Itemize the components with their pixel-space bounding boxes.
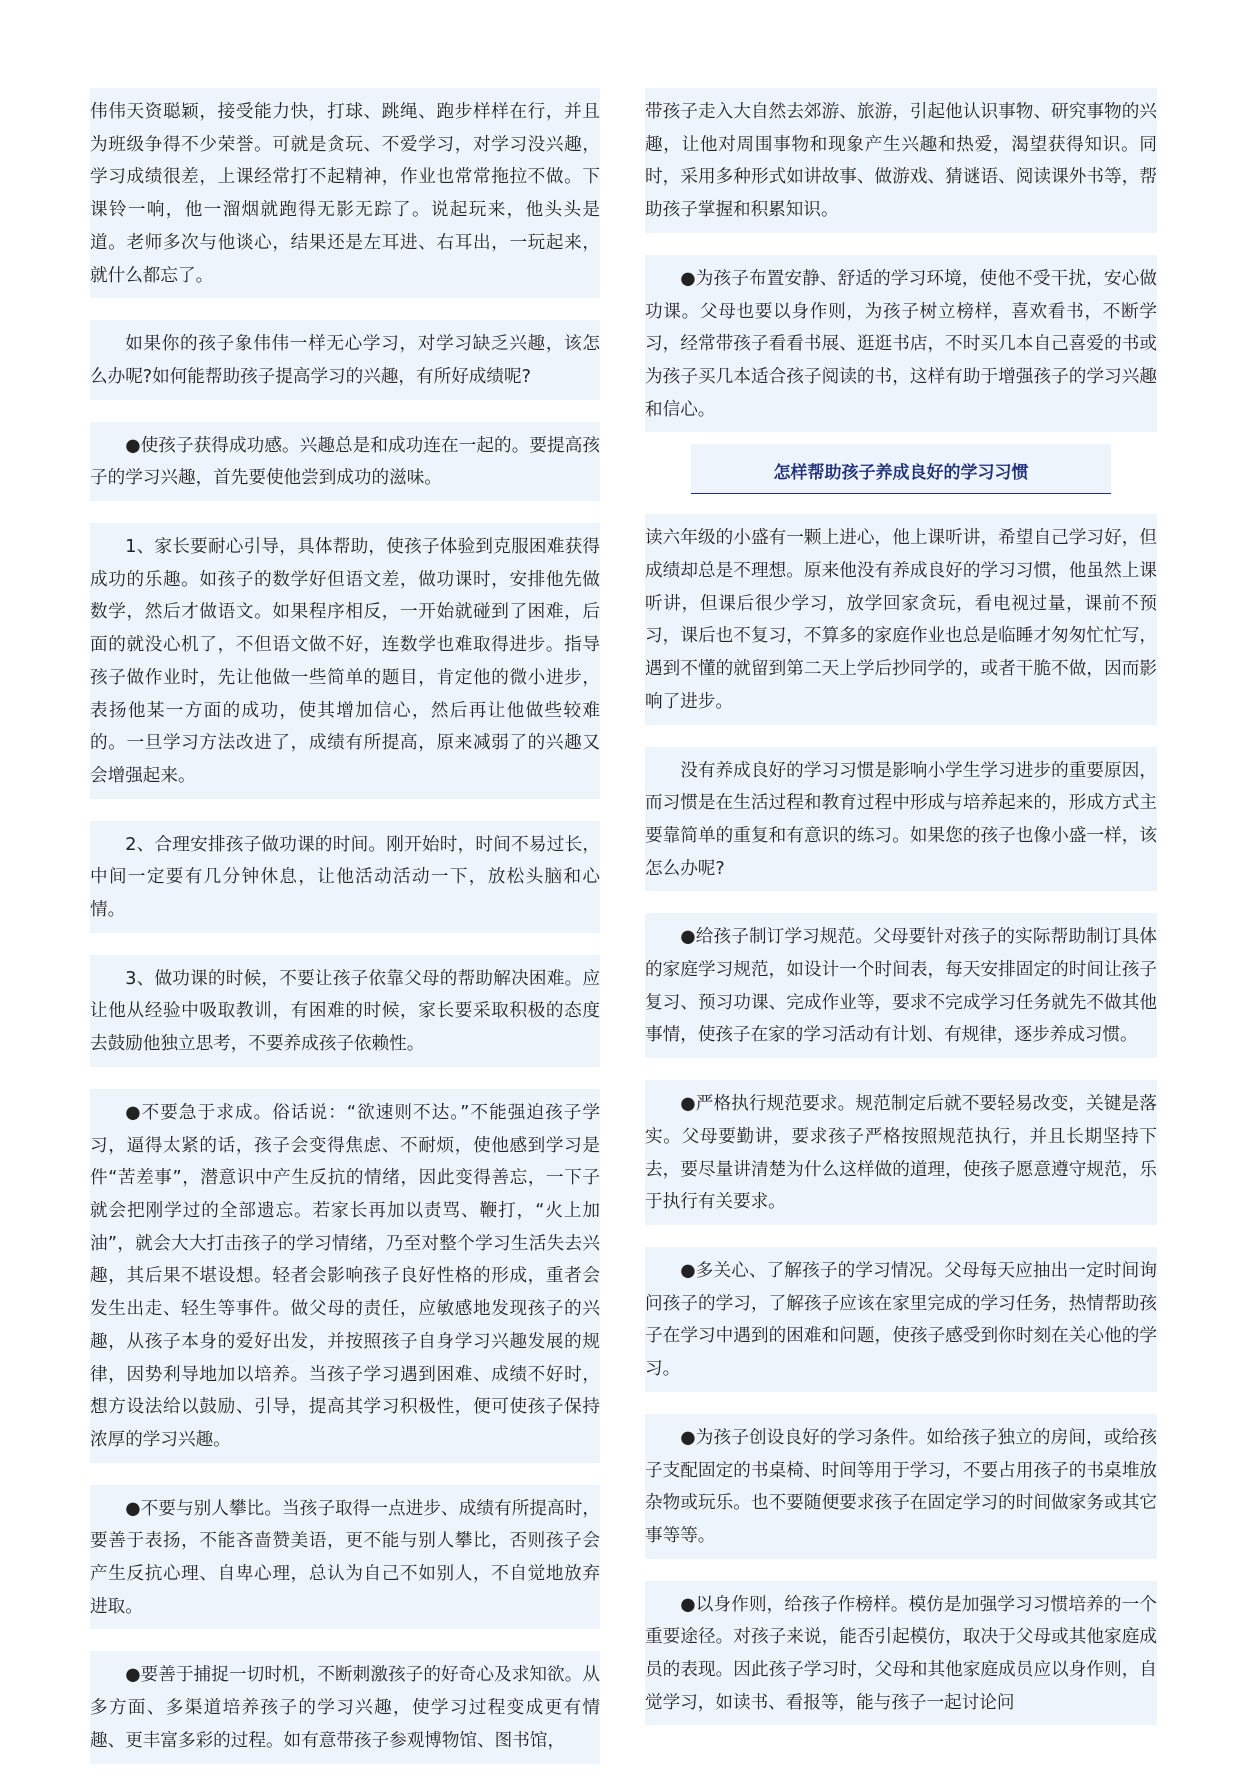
paragraph-tip-1: 1、家长要耐心引导，具体帮助，使孩子体验到克服困难获得成功的乐趣。如孩子的数学好但语文差，做功课时，安排他先做数学，然后才做语文。如果程序相反，一开始就碰到了困难，后面的就没心机了，不但语文做不好，连数学也难取得进步。指导孩子做作业时，先让他做一些简单的题目，肯定他的微小进步，表扬他某一方面的成功，使其增加信心，然后再让他做些较难的。一旦学习方法改进了，成绩有所提高，原来减弱了的兴趣又会增强起来。 — [90, 523, 600, 799]
left-column — [90, 88, 600, 1786]
paragraph-nature-trips: 带孩子走入大自然去郊游、旅游，引起他认识事物、研究事物的兴趣，让他对周围事物和现象产生兴趣和热爱，渴望获得知识。同时，采用多种形式如讲故事、做游戏、猜谜语、阅读课外书等，帮助孩子掌握和积累知识。 — [645, 88, 1157, 233]
paragraph-tip-2: 2、合理安排孩子做功课的时间。刚开始时，时间不易过长，中间一定要有几分钟休息，让他活动活动一下，放松头脑和心情。 — [90, 821, 600, 933]
paragraph-learning-conditions: ●为孩子创设良好的学习条件。如给孩子独立的房间，或给孩子支配固定的书桌椅、时间等用于学习，不要占用孩子的书桌堆放杂物或玩乐。也不要随便要求孩子在固定学习的时间做家务或其它事等等。 — [645, 1414, 1157, 1559]
paragraph-question: 如果你的孩子象伟伟一样无心学习，对学习缺乏兴趣，该怎么办呢?如何能帮助孩子提高学习的兴趣，有所好成绩呢? — [90, 320, 600, 399]
paragraph-study-environment: ●为孩子布置安静、舒适的学习环境，使他不受干扰，安心做功课。父母也要以身作则，为孩子树立榜样，喜欢看书，不断学习，经常带孩子看看书展、逛逛书店，不时买几本自己喜爱的书或为孩子买几本适合孩子阅读的书，这样有助于增强孩子的学习兴趣和信心。 — [645, 255, 1157, 433]
paragraph-tip-3: 3、做功课的时候，不要让孩子依靠父母的帮助解决困难。应让他从经验中吸取教训，有困难的时候，家长要采取积极的态度去鼓励他独立思考，不要养成孩子依赖性。 — [90, 955, 600, 1067]
section-heading: 怎样帮助孩子养成良好的学习习惯 — [691, 444, 1111, 494]
section-heading-wrap — [645, 444, 1157, 494]
paragraph-role-model: ●以身作则，给孩子作榜样。模仿是加强学习习惯培养的一个重要途径。对孩子来说，能否引起模仿，取决于父母或其他家庭成员的表现。因此孩子学习时，父母和其他家庭成员应以身作则，自觉学习，如读书、看报等，能与孩子一起讨论问 — [645, 1581, 1157, 1726]
paragraph-xiaosheng-story: 读六年级的小盛有一颗上进心，他上课听讲，希望自己学习好，但成绩却总是不理想。原来他没有养成良好的学习习惯，他虽然上课听讲，但课后很少学习，放学回家贪玩，看电视过量，课前不预习，课后也不复习，不算多的家庭作业也总是临睡才匆匆忙忙写，遇到不懂的就留到第二天上学后抄同学的，或者干脆不做，因而影响了进步。 — [645, 514, 1157, 724]
paragraph-habit-cause: 没有养成良好的学习习惯是影响小学生学习进步的重要原因，而习惯是在生活过程和教育过程中形成与培养起来的，形成方式主要靠简单的重复和有意识的练习。如果您的孩子也像小盛一样，该怎么办呢? — [645, 747, 1157, 892]
paragraph-care-progress: ●多关心、了解孩子的学习情况。父母每天应抽出一定时间询问孩子的学习，了解孩子应该在家里完成的学习任务，热情帮助孩子在学习中遇到的困难和问题，使孩子感受到你时刻在关心他的学习。 — [645, 1247, 1157, 1392]
paragraph-no-comparison: ●不要与别人攀比。当孩子取得一点进步、成绩有所提高时，要善于表扬，不能吝啬赞美语，更不能与别人攀比，否则孩子会产生反抗心理、自卑心理，总认为自己不如别人，不自觉地放弃进取。 — [90, 1485, 600, 1630]
paragraph-strict-execution: ●严格执行规范要求。规范制定后就不要轻易改变，关键是落实。父母要勤讲，要求孩子严格按照规范执行，并且长期坚持下去，要尽量讲清楚为什么这样做的道理，使孩子愿意遵守规范，乐于执行有关要求。 — [645, 1080, 1157, 1225]
paragraph-study-rules: ●给孩子制订学习规范。父母要针对孩子的实际帮助制订具体的家庭学习规范，如设计一个时间表，每天安排固定的时间让孩子复习、预习功课、完成作业等，要求不完成学习任务就先不做其他事情，使孩子在家的学习活动有计划、有规律，逐步养成习惯。 — [645, 913, 1157, 1058]
paragraph-curiosity: ●要善于捕捉一切时机，不断刺激孩子的好奇心及求知欲。从多方面、多渠道培养孩子的学习兴趣，使学习过程变成更有情趣、更丰富多彩的过程。如有意带孩子参观博物馆、图书馆， — [90, 1651, 600, 1763]
right-column — [645, 88, 1157, 1747]
paragraph-success-feeling: ●使孩子获得成功感。兴趣总是和成功连在一起的。要提高孩子的学习兴趣，首先要使他尝到成功的滋味。 — [90, 422, 600, 501]
paragraph-weiwei-story: 伟伟天资聪颖，接受能力快，打球、跳绳、跑步样样在行，并且为班级争得不少荣誉。可就是贪玩、不爱学习，对学习没兴趣，学习成绩很差，上课经常打不起精神，作业也常常拖拉不做。下课铃一响，他一溜烟就跑得无影无踪了。说起玩来，他头头是道。老师多次与他谈心，结果还是左耳进、右耳出，一玩起来，就什么都忘了。 — [90, 88, 600, 298]
paragraph-no-rush: ●不要急于求成。俗话说：“欲速则不达。”不能强迫孩子学习，逼得太紧的话，孩子会变得焦虑、不耐烦，使他感到学习是件“苦差事”，潜意识中产生反抗的情绪，因此变得善忘，一下子就会把刚学过的全部遗忘。若家长再加以责骂、鞭打，“火上加油”，就会大大打击孩子的学习情绪，乃至对整个学习生活失去兴趣，其后果不堪设想。轻者会影响孩子良好性格的形成，重者会发生出走、轻生等事件。做父母的责任，应敏感地发现孩子的兴趣，从孩子本身的爱好出发，并按照孩子自身学习兴趣发展的规律，因势利导地加以培养。当孩子学习遇到困难、成绩不好时，想方设法给以鼓励、引导，提高其学习积极性，便可使孩子保持浓厚的学习兴趣。 — [90, 1089, 600, 1463]
